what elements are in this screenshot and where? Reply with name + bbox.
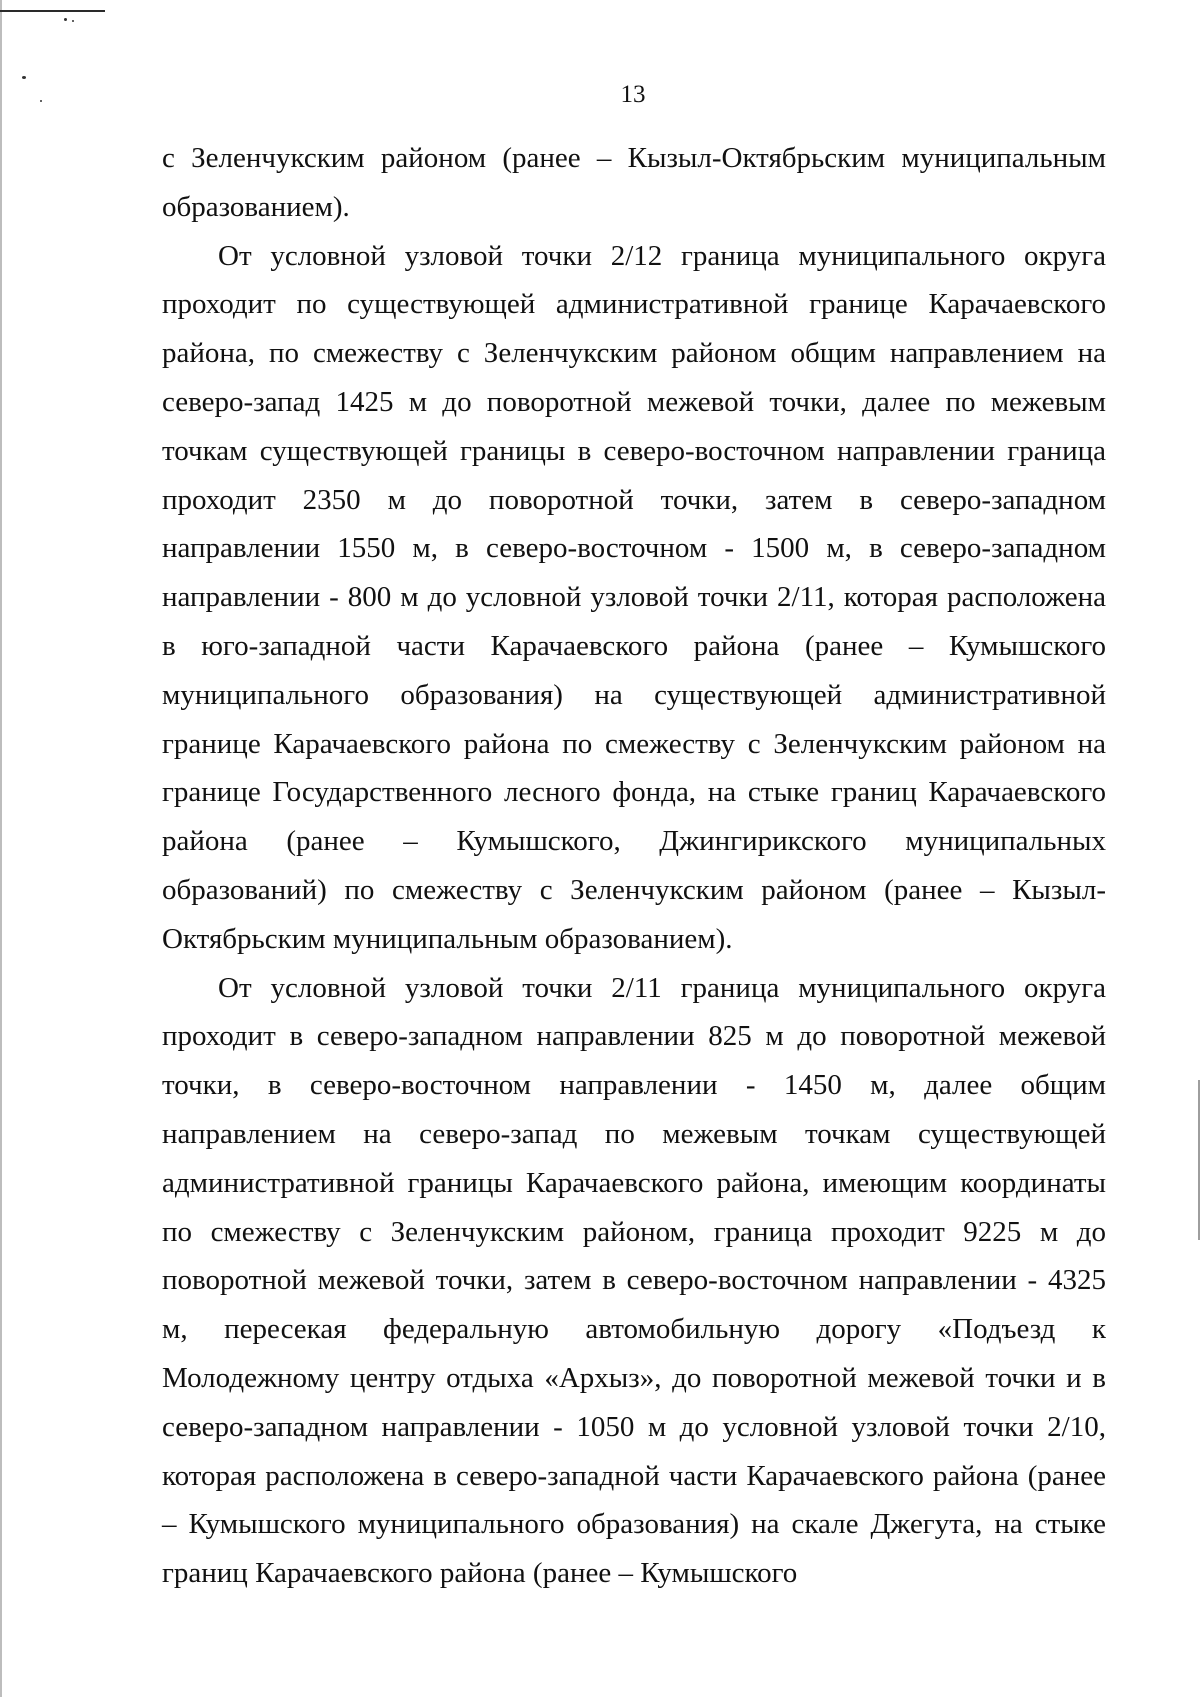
scan-speck bbox=[22, 76, 26, 79]
scan-speck bbox=[64, 18, 67, 21]
paragraph-node-2-11: От условной узловой точки 2/11 граница муниципального округа проходит в северо-западном направлении 825 м до поворотной межевой точки, в северо-восточном направлении - 1450 м, далее общим направлением на северо-запад по межевым точкам существующей административной границы Карачаевского района, имеющим координаты по смежеству с Зеленчукским районом, граница проходит 9225 м до поворотной межевой точки, затем в северо-восточном направлении - 4325 м, пересекая федеральную автомобильную дорогу «Подъезд к Молодежному центру отдыха «Архыз», до поворотной межевой точки и в северо-западном направлении - 1050 м до условной узловой точки 2/10, которая расположена в северо-западной части Карачаевского района (ранее – Кумышского муниципального образования) на скале Джегута, на стыке границ Карачаевского района (ранее – Кумышского bbox=[162, 971, 1106, 1590]
document-body bbox=[162, 134, 1106, 1598]
scan-edge-top bbox=[0, 10, 105, 12]
scan-speck bbox=[72, 20, 74, 22]
page-number: 13 bbox=[620, 81, 646, 108]
paragraph-node-2-12: От условной узловой точки 2/12 граница муниципального округа проходит по существующей административной границе Карачаевского района, по смежеству с Зеленчукским районом общим направлением на северо-запад 1425 м до поворотной межевой точки, далее по межевым точкам существующей границы в северо-восточном направлении граница проходит 2350 м до поворотной точки, затем в северо-западном направлении 1550 м, в северо-восточном - 1500 м, в северо-западном направлении - 800 м до условной узловой точки 2/11, которая расположена в юго-западной части Карачаевского района (ранее – Кумышского муниципального образования) на существующей административной границе Карачаевского района по смежеству с Зеленчукским районом на границе Государственного лесного фонда, на стыке границ Карачаевского района (ранее – Кумышского, Джингирикского муниципальных образований) по смежеству с Зеленчукским районом (ранее – Кызыл-Октябрьским муниципальным образованием). bbox=[162, 239, 1106, 955]
scan-edge-left bbox=[0, 0, 2, 1697]
paragraph-continuation: с Зеленчукским районом (ранее – Кызыл-Октябрьским муниципальным образованием). bbox=[162, 142, 1106, 223]
